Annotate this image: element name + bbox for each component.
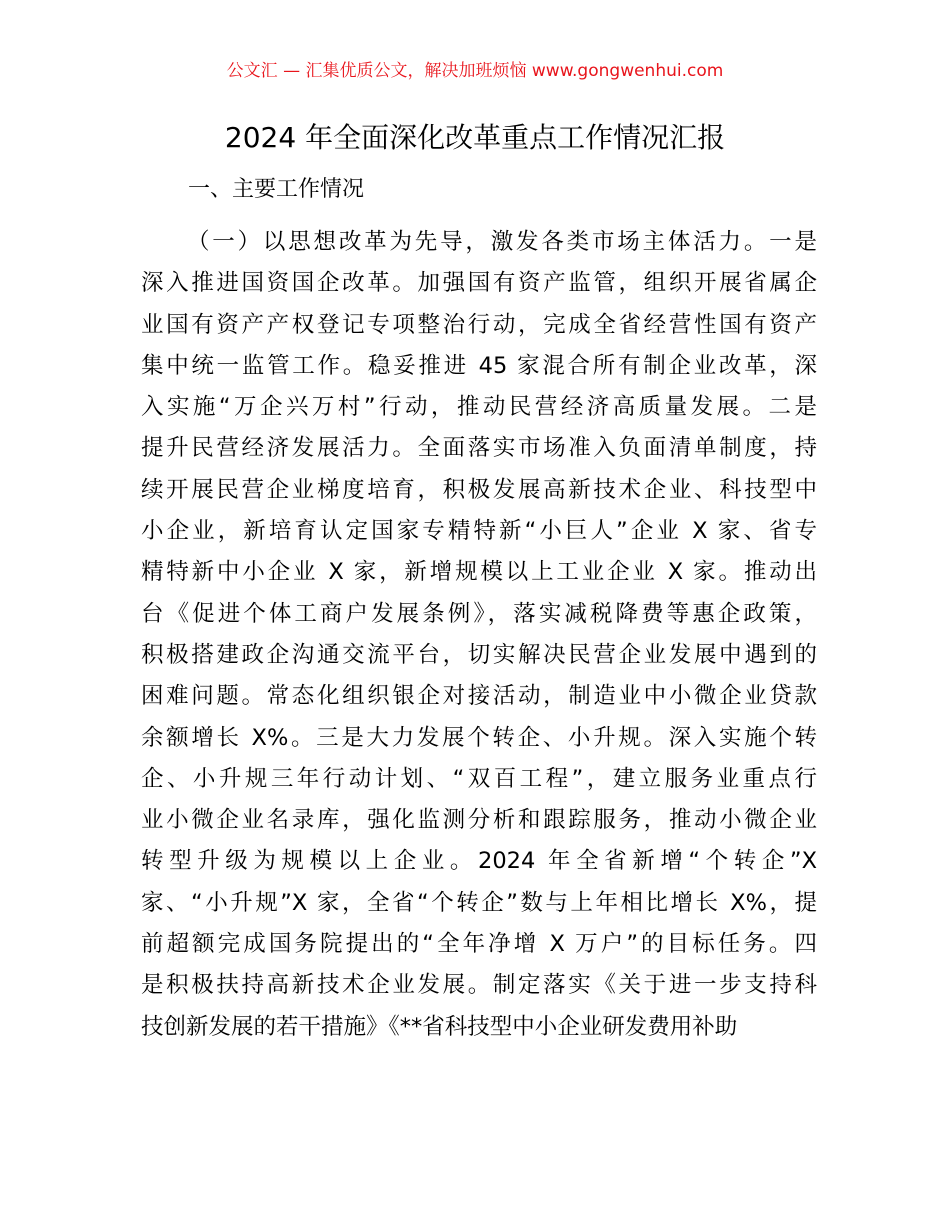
body-line: 小企业，新培育认定国家专精特新“小巨人”企业 X 家、省专 [141,518,817,545]
body-line: 积极搭建政企沟通交流平台，切实解决民营企业发展中遇到的 [141,641,817,668]
body-line: 业小微企业名录库，强化监测分析和跟踪服务，推动小微企业 [141,807,817,834]
document-title: 2024 年全面深化改革重点工作情况汇报 [224,121,726,154]
body-line: 深入推进国资国企改革。加强国有资产监管，组织开展省属企 [141,270,817,297]
body-line: （一）以思想改革为先导，激发各类市场主体活力。一是 [187,229,817,255]
body-line: 入实施“万企兴万村”行动，推动民营经济高质量发展。二是 [141,394,817,421]
section-heading: 一、主要工作情况 [188,177,365,202]
body-line: 转型升级为规模以上企业。2024 年全省新增“个转企”X [141,848,817,875]
body-line: 业国有资产产权登记专项整治行动，完成全省经营性国有资产 [141,311,817,338]
body-line: 提升民营经济发展活力。全面落实市场准入负面清单制度，持 [141,435,817,462]
body-line: 技创新发展的若干措施》《**省科技型中小企业研发费用补助 [141,1013,738,1040]
body-line: 余额增长 X%。三是大力发展个转企、小升规。深入实施个转 [141,724,817,751]
body-line: 精特新中小企业 X 家，新增规模以上工业企业 X 家。推动出 [141,559,817,586]
body-line: 是积极扶持高新技术企业发展。制定落实《关于进一步支持科 [141,972,817,999]
body-line: 家、“小升规”X 家，全省“个转企”数与上年相比增长 X%，提 [141,889,817,916]
header-banner: 公文汇 — 汇集优质公文，解决加班烦恼 www.gongwenhui.com [226,61,724,81]
body-line: 续开展民营企业梯度培育，积极发展高新技术企业、科技型中 [141,476,817,503]
body-line: 前超额完成国务院提出的“全年净增 X 万户”的目标任务。四 [141,931,817,958]
body-paragraph [141,222,817,1048]
body-line: 集中统一监管工作。稳妥推进 45 家混合所有制企业改革，深 [141,352,817,379]
body-line: 台《促进个体工商户发展条例》，落实减税降费等惠企政策， [141,600,817,627]
body-line: 企、小升规三年行动计划、“双百工程”，建立服务业重点行 [141,765,817,792]
body-line: 困难问题。常态化组织银企对接活动，制造业中小微企业贷款 [141,683,817,710]
